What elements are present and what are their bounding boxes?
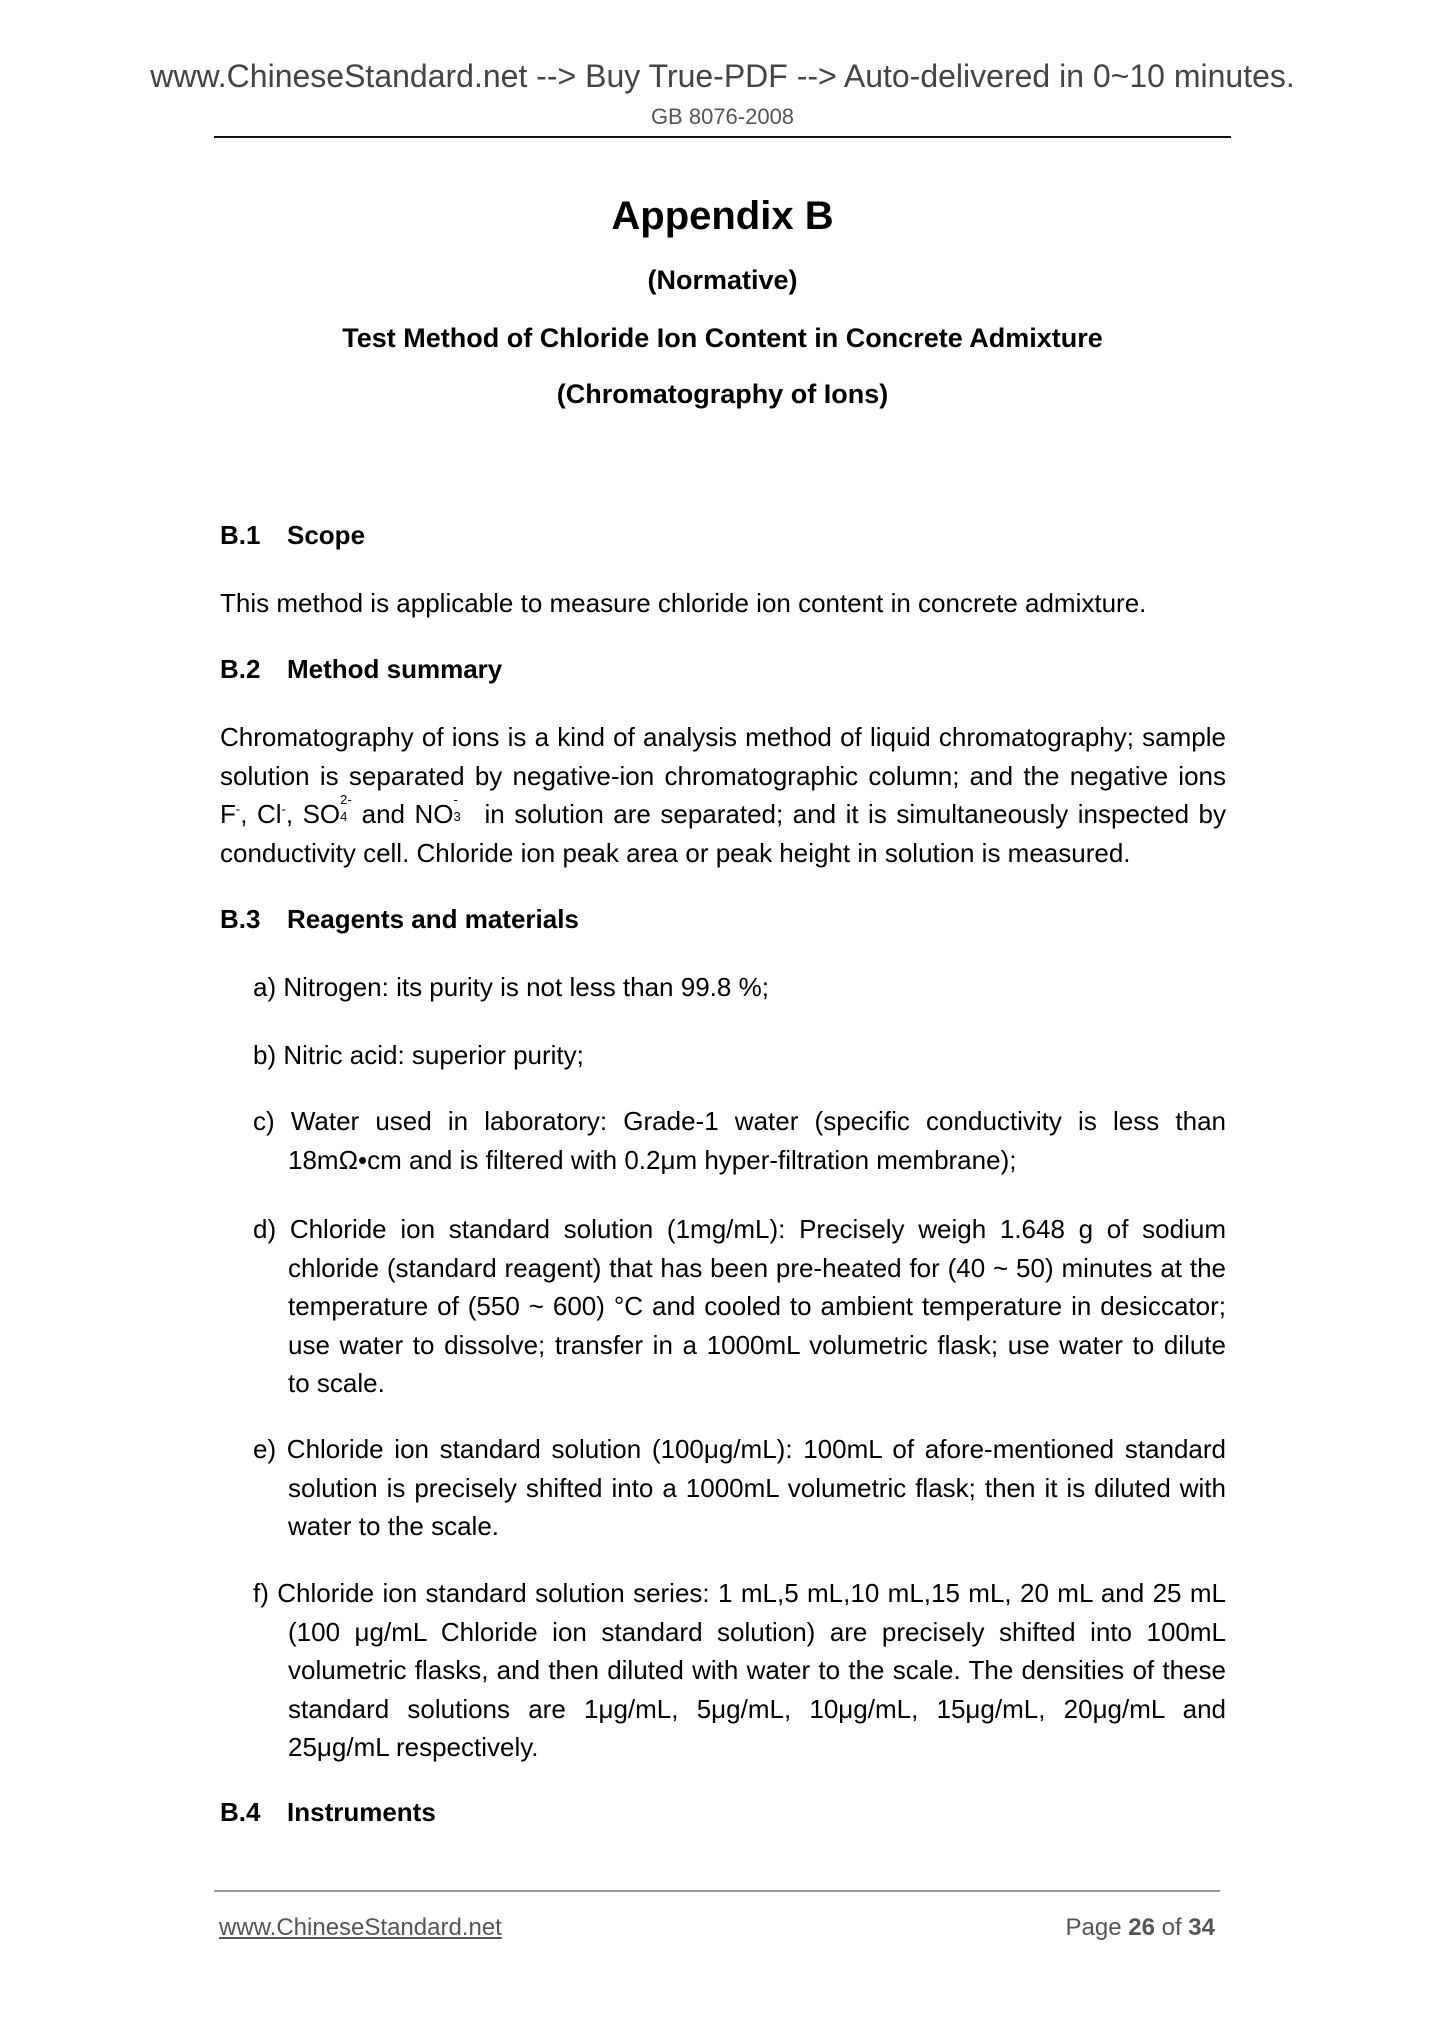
ion-charge: -: [453, 792, 458, 807]
ion-charge: -: [281, 801, 286, 817]
item-line: temperature of (550 ~ 600) °C and cooled to ambient temperature in desiccator;: [288, 1291, 1226, 1321]
item-line: e) Chloride ion standard solution (100μg/mL): 100mL of afore-mentioned standard: [253, 1434, 1226, 1464]
standard-code: GB 8076-2008: [650, 104, 795, 129]
section-title: Reagents and materials: [287, 904, 579, 934]
reagent-item-e: [253, 1430, 1226, 1546]
item-line: b) Nitric acid: superior purity;: [253, 1040, 584, 1070]
item-line: 25μg/mL respectively.: [288, 1732, 539, 1762]
item-line: solution is precisely shifted into a 1000mL volumetric flask; then it is diluted with: [288, 1472, 1226, 1503]
section-heading-b4: [220, 1797, 436, 1827]
section-title: Scope: [287, 520, 366, 550]
section-heading-b3: [220, 904, 579, 934]
header-banner-link[interactable]: www.ChineseStandard.net --> Buy True-PDF --> Auto-delivered in 0~10 minutes.: [150, 58, 1295, 94]
item-line: f) Chloride ion standard solution series: 1 mL,5 mL,10 mL,15 mL, 20 mL and 25 mL: [253, 1578, 1226, 1608]
reagent-item-f: [253, 1574, 1226, 1767]
ion-chloride: Cl: [256, 799, 282, 829]
item-line: standard solutions are 1μg/mL, 5μg/mL, 10μg/mL, 15μg/mL, 20μg/mL and: [288, 1693, 1226, 1724]
ion-sub-sup: [340, 792, 352, 824]
item-line: volumetric flasks, and then diluted with water to the scale. The densities of these: [288, 1655, 1226, 1685]
separator: ,: [285, 799, 303, 829]
ion-subscript: 3: [453, 809, 461, 824]
paragraph-line-ions: [220, 792, 1227, 834]
separator: ,: [240, 799, 257, 829]
section-number: B.4: [220, 1797, 261, 1827]
page-mid: of: [1154, 1914, 1189, 1941]
ion-sulfate: SO: [302, 799, 341, 829]
ion-charge: -: [235, 801, 241, 817]
paragraph-line: solution is separated by negative-ion chromatographic column; and the negative ions: [220, 760, 1226, 791]
ion-sub-sup: [453, 792, 466, 824]
reagent-item-a: [253, 968, 1226, 1007]
conjunction: and: [352, 799, 415, 829]
section-number: B.1: [220, 520, 261, 550]
appendix-subtitle: (Chromatography of Ions): [556, 379, 889, 409]
ion-fluoride: F: [220, 799, 236, 829]
section-heading-b2: [220, 654, 502, 684]
appendix-main-title: Test Method of Chloride Ion Content in Concrete Admixture: [342, 323, 1103, 353]
page-total: 34: [1188, 1914, 1215, 1941]
section-number: B.2: [220, 654, 261, 684]
footer-website-link[interactable]: www.ChineseStandard.net: [219, 1914, 502, 1941]
item-line: water to the scale.: [288, 1511, 499, 1541]
page-prefix: Page: [1065, 1914, 1129, 1941]
page-indicator: [1000, 1914, 1215, 1942]
paragraph-line-rest: in solution are separated; and it is simultaneously inspected by: [465, 799, 1227, 829]
reagent-item-c: [253, 1102, 1226, 1179]
item-line: use water to dissolve; transfer in a 1000mL volumetric flask; use water to dilute: [288, 1329, 1226, 1360]
footer-divider: [214, 1890, 1220, 1892]
ion-subscript: 4: [340, 809, 348, 824]
ion-nitrate: NO: [414, 799, 454, 829]
ion-charge: 2-: [340, 792, 352, 807]
appendix-title: Appendix B: [611, 194, 834, 238]
paragraph-line: Chromatography of ions is a kind of analysis method of liquid chromatography; sample: [220, 722, 1226, 752]
item-line: d) Chloride ion standard solution (1mg/mL): Precisely weigh 1.648 g of sodium: [253, 1214, 1226, 1244]
appendix-status: (Normative): [647, 265, 798, 295]
scope-text: This method is applicable to measure chloride ion content in concrete admixture.: [220, 588, 1147, 618]
page-current: 26: [1128, 1914, 1155, 1941]
section-number: B.3: [220, 904, 261, 934]
section-title: Method summary: [287, 654, 503, 684]
section-heading-b1: [220, 520, 365, 550]
item-line: (100 μg/mL Chloride ion standard solution) are precisely shifted into 100mL: [288, 1616, 1226, 1647]
section-title: Instruments: [287, 1797, 436, 1827]
item-line: to scale.: [288, 1368, 385, 1398]
reagent-item-b: [253, 1036, 1226, 1075]
item-line: 18mΩ•cm and is filtered with 0.2μm hyper-filtration membrane);: [288, 1144, 1017, 1175]
reagent-item-d: [253, 1210, 1226, 1403]
item-line: a) Nitrogen: its purity is not less than 99.8 %;: [253, 972, 769, 1002]
item-line: c) Water used in laboratory: Grade-1 water (specific conductivity is less than: [253, 1106, 1226, 1136]
item-line: chloride (standard reagent) that has been pre-heated for (40 ~ 50) minutes at the: [288, 1252, 1226, 1283]
method-summary-paragraph: [220, 718, 1226, 872]
paragraph-line: conductivity cell. Chloride ion peak area or peak height in solution is measured.: [220, 837, 1131, 868]
header-divider: [214, 136, 1231, 138]
